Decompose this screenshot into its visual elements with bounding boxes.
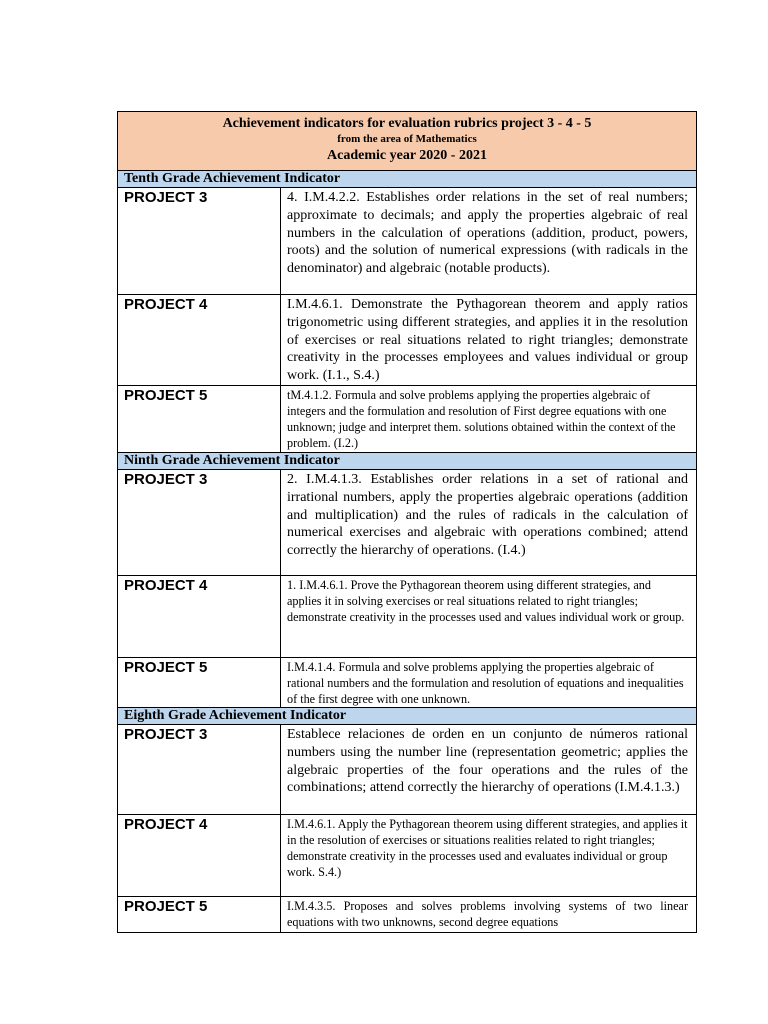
project-label: PROJECT 5: [118, 657, 281, 707]
project-label: PROJECT 4: [118, 575, 281, 657]
project-label: PROJECT 5: [118, 385, 281, 452]
indicator-text: I.M.4.3.5. Proposes and solves problems involving systems of two linear equations with two unknowns, second degree equations: [287, 898, 688, 929]
grade-heading-eighth: Eighth Grade Achievement Indicator: [118, 707, 697, 724]
indicator-text: Establece relaciones de orden en un conjunto de números rational numbers using the number line (representation geometric; applies the algebraic properties of the four operations and the rules of the combinations; attend correctly the hierarchy of operations (I.M.4.1.3.): [287, 726, 688, 796]
grade-row: [118, 707, 697, 724]
indicator-text: I.M.4.6.1. Demonstrate the Pythagorean theorem and apply ratios trigonometric using different strategies, and applies it in the resolution of exercises or real situations related to right triangles; demonstrate creativity in the processes employees and values individual or group work. (I.1., S.4.): [287, 297, 688, 384]
table-title: [118, 112, 697, 171]
indicator-text: 2. I.M.4.1.3. Establishes order relations in a set of rational and irrational numbers, apply the properties algebraic operations (addition and multiplication) and the rules of radicals in the calculation of numerical exercises and algebraic with operations combined; attend correctly the hierarchy of operations. (I.4.): [287, 471, 688, 559]
indicator-cell: [281, 814, 697, 896]
title-row: [118, 112, 697, 171]
table-row: [118, 188, 697, 295]
grade-heading-ninth: Ninth Grade Achievement Indicator: [118, 452, 697, 469]
indicator-cell: [281, 575, 697, 657]
project-label: PROJECT 5: [118, 896, 281, 932]
title-line-3: Academic year 2020 - 2021: [327, 148, 487, 163]
table-row: [118, 814, 697, 896]
rubric-table: [117, 111, 697, 933]
indicator-text: 1. I.M.4.6.1. Prove the Pythagorean theorem using different strategies, and applies it in solving exercises or real situations related to right triangles; demonstrate creativity in the processes used and values individual work or group.: [287, 577, 685, 624]
indicator-cell: [281, 385, 697, 452]
table-row: [118, 575, 697, 657]
indicator-text: 4. I.M.4.2.2. Establishes order relations in the set of real numbers; approximate to decimals; and apply the properties algebraic of real numbers in the calculation of operations (addition, product, powers, roots) and the solution of numerical expressions (with radicals in the denominator) and algebraic (notable products).: [287, 190, 688, 277]
indicator-cell: [281, 724, 697, 814]
indicator-text: tM.4.1.2. Formula and solve problems applying the properties algebraic of integers and the formulation and resolution of First degree equations with one unknown; judge and interpret them. solutions obtained within the context of the problem. (I.2.): [287, 387, 676, 450]
indicator-cell: [281, 188, 697, 295]
indicator-cell: [281, 657, 697, 707]
indicator-text: I.M.4.1.4. Formula and solve problems applying the properties algebraic of rational numbers and the formulation and resolution of equations and inequalities of the first degree with one unknown.: [287, 659, 684, 706]
table-row: [118, 385, 697, 452]
grade-heading-tenth: Tenth Grade Achievement Indicator: [118, 171, 697, 188]
project-label: PROJECT 4: [118, 814, 281, 896]
project-label: PROJECT 3: [118, 469, 281, 575]
project-label: PROJECT 3: [118, 188, 281, 295]
title-line-2: from the area of Mathematics: [337, 133, 477, 145]
table-row: [118, 724, 697, 814]
table-row: [118, 295, 697, 386]
indicator-cell: [281, 896, 697, 932]
grade-row: [118, 171, 697, 188]
indicator-cell: [281, 469, 697, 575]
table-row: [118, 469, 697, 575]
indicator-cell: [281, 295, 697, 386]
grade-row: [118, 452, 697, 469]
project-label: PROJECT 3: [118, 724, 281, 814]
title-line-1: Achievement indicators for evaluation rubrics project 3 - 4 - 5: [222, 116, 592, 131]
indicator-text: I.M.4.6.1. Apply the Pythagorean theorem using different strategies, and applies it in the resolution of exercises or situations realities related to right triangles; demonstrate creativity in the processes used and evaluates individual or group work. S.4.): [287, 816, 688, 879]
table-row: [118, 657, 697, 707]
project-label: PROJECT 4: [118, 295, 281, 386]
table-row: [118, 896, 697, 932]
